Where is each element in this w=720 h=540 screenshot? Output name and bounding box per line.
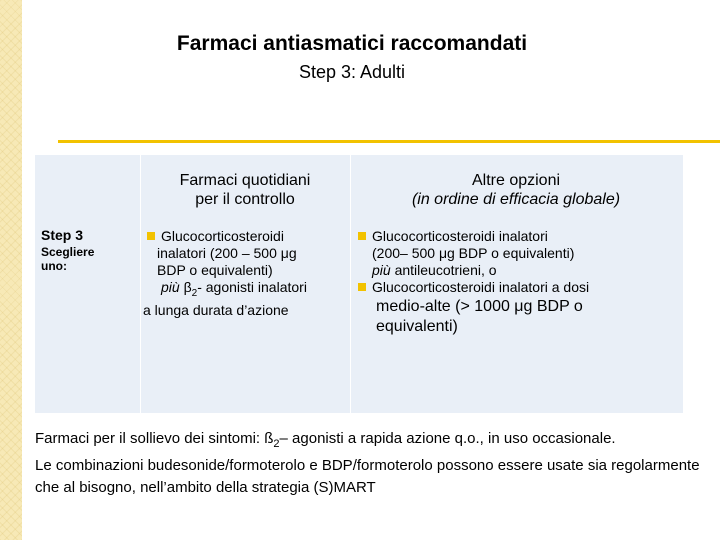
- bullet-icon: [147, 232, 155, 240]
- cell-text: - agonisti inalatori: [197, 279, 307, 295]
- cell-text: Glucocorticosteroidi inalatori: [372, 228, 548, 244]
- footnote: [35, 428, 705, 499]
- cell-line: [358, 262, 680, 279]
- step-cell: [41, 227, 94, 273]
- cell-line: equivalenti): [376, 318, 458, 335]
- page-title: Farmaci antiasmatici raccomandati: [176, 32, 528, 55]
- daily-controller-cell: [143, 228, 347, 319]
- cell-text: più: [161, 279, 180, 295]
- cell-text: Glucocorticosteroidi inalatori a dosi: [372, 279, 590, 295]
- cell-line: medio-alte (> 1000 μg BDP o: [376, 298, 583, 315]
- cell-line: a lunga durata d’azione: [143, 301, 289, 318]
- cell-line: [358, 228, 680, 245]
- divider-line: [58, 140, 720, 143]
- footnote-text: – agonisti a rapida azione q.o., in uso occasionale.: [279, 430, 616, 447]
- bullet-icon: [358, 283, 366, 291]
- cell-text: Glucocorticosteroidi: [161, 228, 284, 244]
- bullet-icon: [358, 232, 366, 240]
- header-line: Altre opzioni: [471, 172, 561, 189]
- cell-line: inalatori (200 – 500 μg: [157, 245, 297, 261]
- footnote-combinations: Le combinazioni budesonide/formoterolo e BDP/formoterolo possono essere usate sia regolarmente che al bisogno, nell’ambito della strategia (S)MART: [35, 457, 700, 496]
- cell-line: [358, 279, 680, 296]
- cell-text: β: [179, 279, 192, 295]
- page-subtitle: Step 3: Adulti: [298, 62, 406, 82]
- step-label: Step 3: [41, 227, 84, 243]
- column-header-other: [351, 171, 681, 209]
- step-instruction: Scegliere: [41, 245, 95, 259]
- header-line: per il controllo: [195, 191, 295, 208]
- column-header-daily: [141, 171, 349, 209]
- footnote-text: 2: [273, 438, 280, 450]
- cell-text: antileucotrieni, o: [390, 262, 497, 278]
- header-line: Farmaci quotidiani: [179, 172, 311, 189]
- cell-line: (200– 500 μg BDP o equivalenti): [372, 245, 575, 261]
- cell-text: più: [372, 262, 391, 278]
- footnote-relief: [35, 428, 705, 455]
- treatment-table: [35, 155, 683, 413]
- other-options-cell: [358, 228, 680, 336]
- footnote-text: Farmaci per il sollievo dei sintomi: ß: [35, 430, 274, 447]
- step-instruction: uno:: [41, 259, 67, 273]
- cell-line: BDP o equivalenti): [157, 262, 273, 278]
- cell-line: [147, 228, 347, 245]
- cell-text: 2: [191, 287, 198, 299]
- header-line: (in ordine di efficacia globale): [411, 191, 621, 208]
- cell-line: [147, 279, 347, 302]
